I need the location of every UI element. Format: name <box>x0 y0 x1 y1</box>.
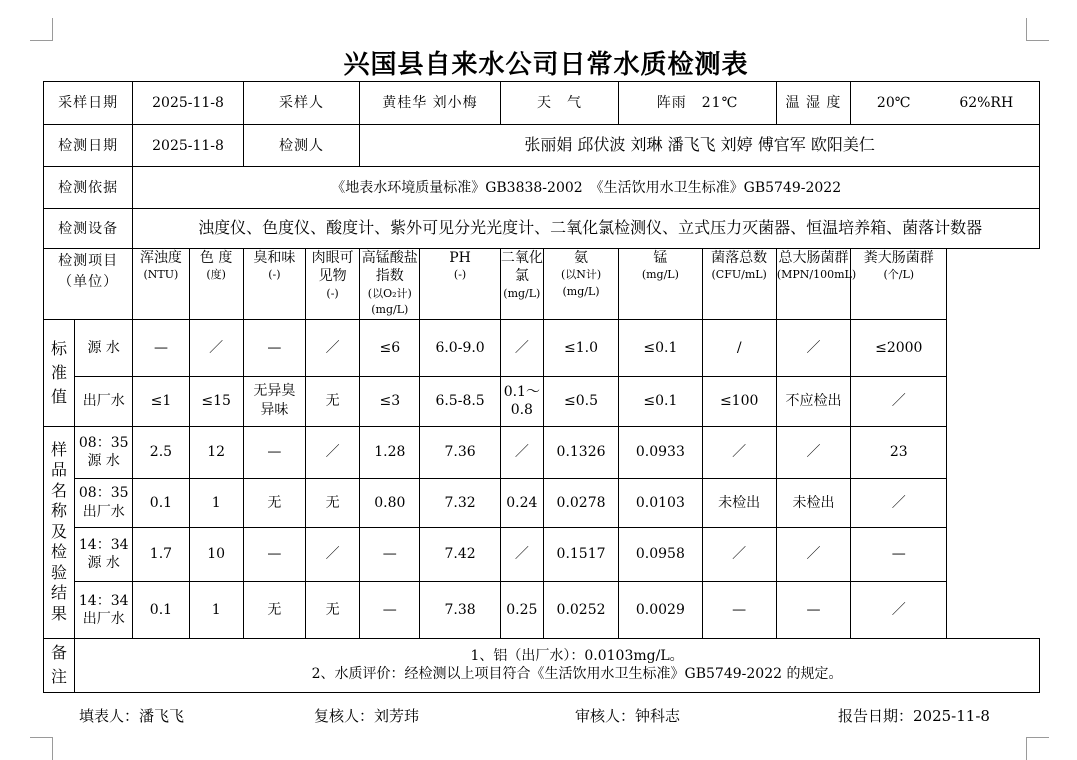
col-colony-count: 菌落总数 (CFU/mL) <box>702 249 776 320</box>
col-permanganate: 高锰酸盐指数 (以O₂计) (mg/L) <box>360 249 420 320</box>
tester-value: 张丽娟 邱伏波 刘琳 潘飞飞 刘婷 傅官军 欧阳美仁 <box>360 125 1040 167</box>
result-cell: — <box>243 527 305 581</box>
col-ph: PH (-) <box>420 249 500 320</box>
result-cell: 1.28 <box>360 426 420 478</box>
col-odor: 臭和味 (-) <box>243 249 305 320</box>
notes-label: 备注 <box>44 638 75 692</box>
result-cell: ／ <box>776 426 850 478</box>
weather-value: 阵雨 21℃ <box>619 82 777 125</box>
result-cell: 1.7 <box>133 527 189 581</box>
result-cell: 0.1517 <box>543 527 618 581</box>
result-cell: 0.0103 <box>619 478 702 527</box>
std-source-cell: ／ <box>189 320 243 377</box>
tester-label: 检测人 <box>243 125 359 167</box>
result-cell: 0.25 <box>500 581 543 638</box>
result-cell: ／ <box>851 478 947 527</box>
sampling-row <box>44 82 1040 125</box>
testing-row <box>44 125 1040 167</box>
result-cell: 7.38 <box>420 581 500 638</box>
auditor-signature: 审核人：钟科志 <box>575 707 681 725</box>
temp-humidity-value <box>851 82 1040 125</box>
std-source-cell: 6.0-9.0 <box>420 320 500 377</box>
result-row <box>44 426 1040 478</box>
result-cell: — <box>776 581 850 638</box>
result-cell: 7.42 <box>420 527 500 581</box>
std-plant-cell: ／ <box>851 377 947 426</box>
result-cell: ／ <box>305 527 359 581</box>
sample-label: 08：35 出厂水 <box>75 478 133 527</box>
result-cell: 12 <box>189 426 243 478</box>
std-plant-cell: ≤1 <box>133 377 189 426</box>
result-cell: 0.80 <box>360 478 420 527</box>
std-plant-cell: 0.1～0.8 <box>500 377 543 426</box>
equipment-label: 检测设备 <box>44 209 133 249</box>
items-label-line1: 检测项目 <box>58 253 119 270</box>
std-source-cell: ≤0.1 <box>619 320 702 377</box>
std-plant-cell: 无异臭异味 <box>243 377 305 426</box>
result-cell: ／ <box>305 426 359 478</box>
result-cell: — <box>360 581 420 638</box>
sample-label: 14：34 出厂水 <box>75 581 133 638</box>
sample-date-value: 2025-11-8 <box>133 82 243 125</box>
result-cell: 23 <box>851 426 947 478</box>
result-cell: — <box>702 581 776 638</box>
equipment-value: 浊度仪、色度仪、酸度计、紫外可见分光光度计、二氧化氯检测仪、立式压力灭菌器、恒温培养箱、菌落计数器 <box>133 209 1040 249</box>
result-cell: 0.0278 <box>543 478 618 527</box>
water-quality-table <box>43 81 1040 693</box>
col-fecal-coliform: 粪大肠菌群 (个/L) <box>851 249 947 320</box>
sample-date-label: 采样日期 <box>44 82 133 125</box>
results-group-label: 样品名称及检验结果 <box>44 426 75 638</box>
result-cell: — <box>360 527 420 581</box>
notes-row <box>44 638 1040 692</box>
temperature-value: 20℃ <box>876 94 911 111</box>
std-source-cell: / <box>702 320 776 377</box>
temp-humidity-label: 温 湿 度 <box>776 82 850 125</box>
result-cell: 无 <box>305 581 359 638</box>
sample-label: 14：34 源 水 <box>75 527 133 581</box>
standard-plant-row <box>44 377 1040 426</box>
std-plant-cell: 不应检出 <box>776 377 850 426</box>
result-cell: 0.1 <box>133 478 189 527</box>
basis-row <box>44 167 1040 209</box>
col-ammonia: 氨 (以N计) (mg/L) <box>543 249 618 320</box>
report-date: 报告日期：2025-11-8 <box>838 707 990 725</box>
standard-source-label: 源 水 <box>75 320 133 377</box>
std-source-cell: ≤1.0 <box>543 320 618 377</box>
result-cell: 0.0029 <box>619 581 702 638</box>
sample-label: 08：35 源 水 <box>75 426 133 478</box>
result-cell: 无 <box>305 478 359 527</box>
result-cell: — <box>243 426 305 478</box>
result-cell: ／ <box>851 581 947 638</box>
col-visible-matter: 肉眼可见物 (-) <box>305 249 359 320</box>
sampler-label: 采样人 <box>243 82 359 125</box>
result-cell: 1 <box>189 478 243 527</box>
equipment-row <box>44 209 1040 249</box>
result-cell: ／ <box>500 426 543 478</box>
result-cell: 未检出 <box>776 478 850 527</box>
std-plant-cell: ≤3 <box>360 377 420 426</box>
result-cell: — <box>851 527 947 581</box>
std-plant-cell: ≤15 <box>189 377 243 426</box>
result-row <box>44 478 1040 527</box>
items-header-label <box>44 249 133 320</box>
std-plant-cell: 6.5-8.5 <box>420 377 500 426</box>
result-cell: 2.5 <box>133 426 189 478</box>
col-manganese: 锰 (mg/L) <box>619 249 702 320</box>
result-row <box>44 581 1040 638</box>
col-total-coliform: 总大肠菌群 (MPN/100mL) <box>776 249 850 320</box>
note-line-2: 2、水质评价：经检测以上项目符合《生活饮用水卫生标准》GB5749-2022 的规定。 <box>311 666 843 683</box>
result-cell: 0.0252 <box>543 581 618 638</box>
weather-label: 天 气 <box>500 82 618 125</box>
test-date-label: 检测日期 <box>44 125 133 167</box>
std-source-cell: — <box>133 320 189 377</box>
result-cell: 10 <box>189 527 243 581</box>
result-cell: 0.0933 <box>619 426 702 478</box>
result-row <box>44 527 1040 581</box>
basis-value: 《地表水环境质量标准》GB3838-2002 《生活饮用水卫生标准》GB5749-2022 <box>133 167 1040 209</box>
humidity-value: 62%RH <box>959 94 1014 111</box>
std-source-cell: ／ <box>500 320 543 377</box>
std-source-cell: ／ <box>305 320 359 377</box>
result-cell: 0.24 <box>500 478 543 527</box>
result-cell: 0.0958 <box>619 527 702 581</box>
standard-plant-label: 出厂水 <box>75 377 133 426</box>
result-cell: 1 <box>189 581 243 638</box>
result-cell: ／ <box>500 527 543 581</box>
crop-mark-top-left <box>30 18 53 41</box>
reviewer-signature: 复核人：刘芳玮 <box>314 707 420 725</box>
sampler-value: 黄桂华 刘小梅 <box>360 82 501 125</box>
crop-mark-bottom-right <box>1026 737 1049 760</box>
result-cell: 无 <box>243 478 305 527</box>
notes-content <box>75 638 1040 692</box>
std-source-cell: ／ <box>776 320 850 377</box>
col-turbidity: 浑浊度 (NTU) <box>133 249 189 320</box>
basis-label: 检测依据 <box>44 167 133 209</box>
std-plant-cell: ≤100 <box>702 377 776 426</box>
crop-mark-bottom-left <box>30 737 53 760</box>
crop-mark-top-right <box>1026 18 1049 41</box>
result-cell: 未检出 <box>702 478 776 527</box>
std-plant-cell: ≤0.1 <box>619 377 702 426</box>
items-header-row <box>44 249 1040 320</box>
std-plant-cell: 无 <box>305 377 359 426</box>
result-cell: ／ <box>702 426 776 478</box>
standard-group-label: 标准值 <box>44 320 75 426</box>
test-date-value: 2025-11-8 <box>133 125 243 167</box>
col-color: 色 度 (度) <box>189 249 243 320</box>
std-source-cell: ≤2000 <box>851 320 947 377</box>
items-label-line2: （单位） <box>58 274 119 291</box>
result-cell: 0.1 <box>133 581 189 638</box>
document-title: 兴国县自来水公司日常水质检测表 <box>343 50 749 80</box>
result-cell: ／ <box>702 527 776 581</box>
result-cell: 0.1326 <box>543 426 618 478</box>
col-chlorine-dioxide: 二氧化氯 (mg/L) <box>500 249 543 320</box>
result-cell: 7.32 <box>420 478 500 527</box>
result-cell: 无 <box>243 581 305 638</box>
standard-source-row <box>44 320 1040 377</box>
result-cell: ／ <box>776 527 850 581</box>
std-source-cell: ≤6 <box>360 320 420 377</box>
note-line-1: 1、铝（出厂水）：0.0103mg/L。 <box>470 648 684 665</box>
std-source-cell: — <box>243 320 305 377</box>
std-plant-cell: ≤0.5 <box>543 377 618 426</box>
result-cell: 7.36 <box>420 426 500 478</box>
filler-signature: 填表人：潘飞飞 <box>79 707 185 725</box>
